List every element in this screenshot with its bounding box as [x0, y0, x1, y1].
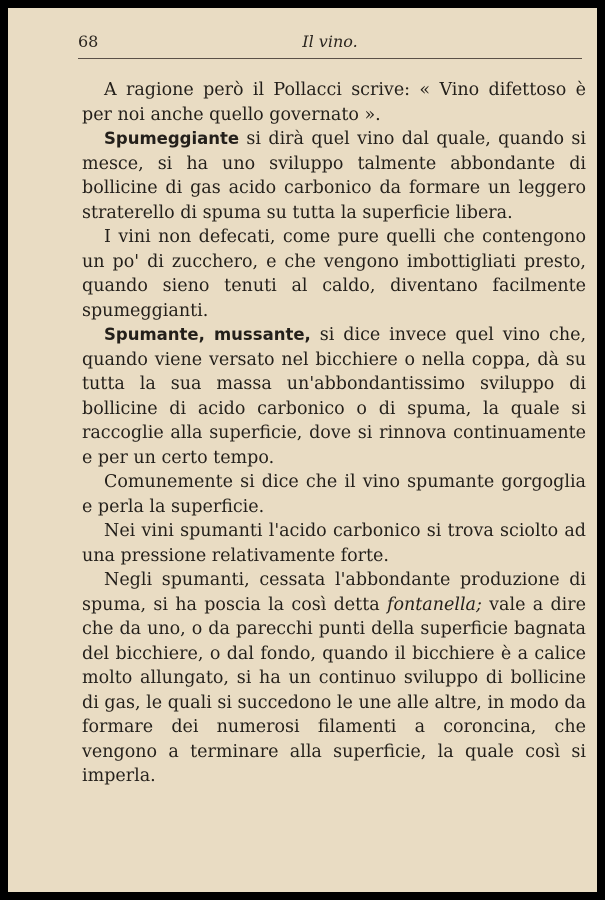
- paragraph-1-text: A ragione però il Pollacci scrive: « Vino difettoso è per noi anche quello governato ».: [82, 80, 586, 125]
- running-title: Il vino.: [302, 32, 358, 51]
- paragraph-5: [82, 470, 586, 519]
- paragraph-1: [82, 78, 586, 127]
- term-fontanella: fontanella;: [386, 594, 482, 615]
- page-number: 68: [78, 32, 99, 51]
- header-rule: [78, 58, 582, 59]
- paragraph-6: [82, 519, 586, 568]
- paragraph-3: [82, 225, 586, 323]
- paragraph-6-text: Nei vini spumanti l'acido carbonico si trova sciolto ad una pressione relativamente forte.: [82, 521, 586, 566]
- paragraph-7: [82, 568, 586, 789]
- book-page: [8, 8, 597, 892]
- paragraph-5-text: Comunemente si dice che il vino spumante gorgoglia e perla la superficie.: [82, 472, 586, 517]
- paragraph-2: [82, 127, 586, 225]
- paragraph-2-text: si dirà quel vino dal quale, quando si mesce, si ha uno sviluppo talmente abbondante di bollicine di gas acido carbonico da formare un leggero straterello di spuma su tutta la superficie libera.: [82, 129, 586, 223]
- paragraph-7-text-after: vale a dire che da uno, o da parecchi punti della superficie bagnata del bicchiere, o dal fondo, quando il bicchiere è a calice molto allungato, si ha un continuo sviluppo di bollicine di gas, le quali si succedono le une alle altre, in modo da formare dei numerosi filamenti a coroncina, che vengono a terminare alla superficie, la quale così si imperla.: [82, 594, 586, 786]
- term-spumeggiante: Spumeggiante: [104, 129, 240, 148]
- paragraph-4-text: si dice invece quel vino che, quando viene versato nel bicchiere o nella coppa, dà su tutta la sua massa un'abbondantissimo sviluppo di bollicine di acido carbonico o di spuma, la quale si raccoglie alla superficie, dove si rinnova continuamente e per un certo tempo.: [82, 325, 587, 468]
- paragraph-3-text: I vini non defecati, come pure quelli che contengono un po' di zucchero, e che vengono imbottigliati presto, quando sieno tenuti al caldo, diventano facilmente spumeggianti.: [82, 227, 586, 321]
- term-spumante: Spumante, mussante,: [104, 325, 311, 344]
- body-text: [82, 78, 586, 789]
- page-header: [78, 32, 582, 58]
- paragraph-4: [82, 323, 586, 470]
- paragraph-7-text-before: Negli spumanti, cessata l'abbondante produzione di spuma, si ha poscia la così detta: [82, 570, 586, 615]
